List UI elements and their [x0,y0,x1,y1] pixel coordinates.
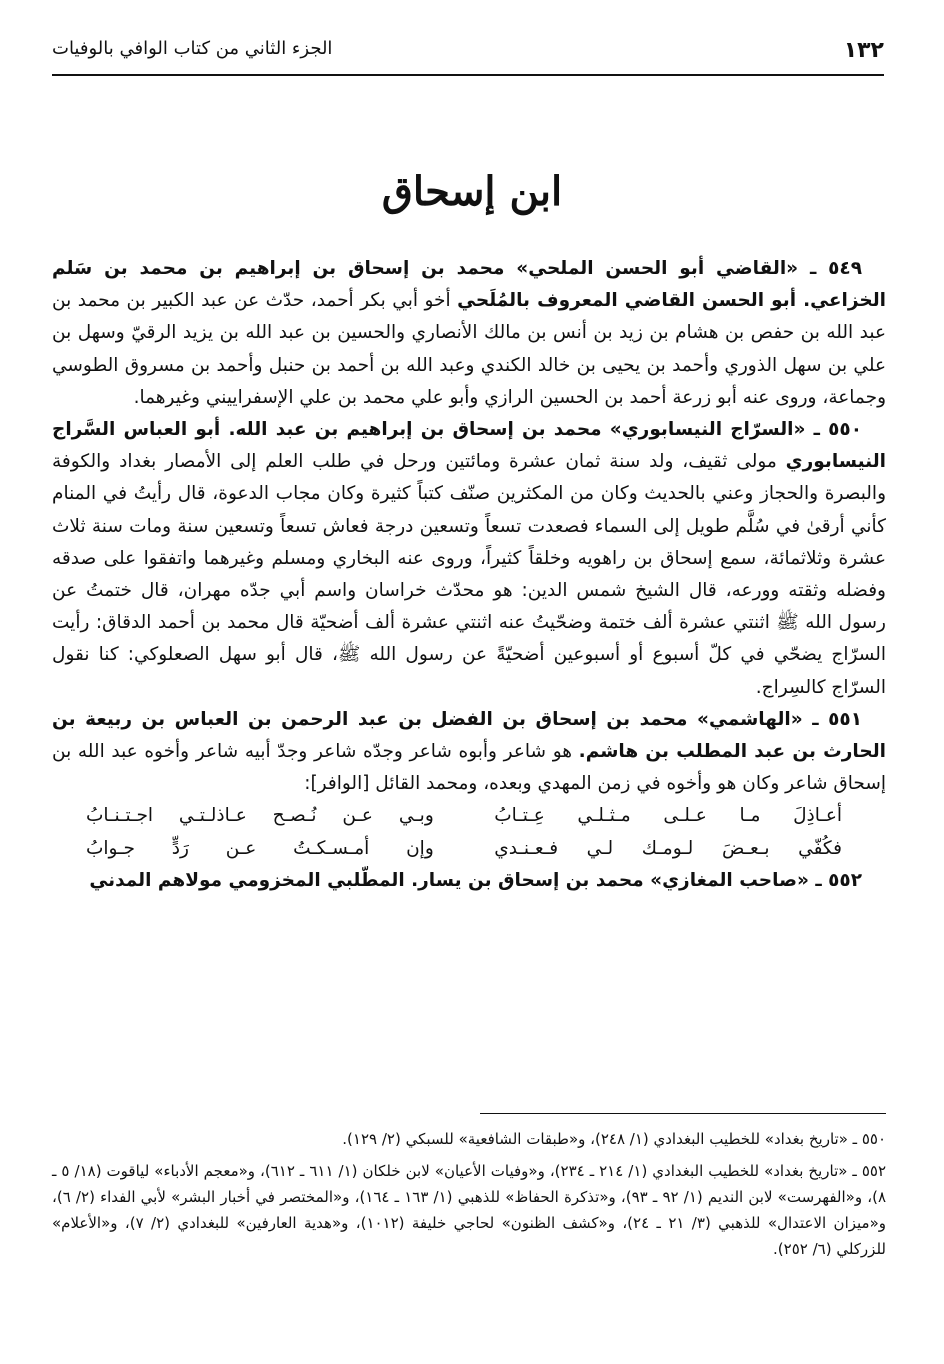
entry-549-body: أخو أبي بكر أحمد، حدّث عن عبد الكبير بن محمد بن عبد الله بن حفص بن هشام بن زيد بن أنس بن مالك الأنصاري والحسين بن عبد الله بن يزيد الرقيّ وسهل بن علي بن سهل الذوري وأحمد بن يحيى بن خالد الكندي وعبد الله بن أحمد بن حنبل وأحمد بن مسروق الطوسي وجماعة، وروى عنه أبو زرعة أحمد بن الحسين الرازي وأبو علي محمد بن علي الإسفراييني وغيرهما. [52,290,886,408]
chapter-title: ابن إسحاق [381,168,563,215]
poem-verse [52,833,886,865]
entry-552-head: ٥٥٢ ـ «صاحب المغازي» محمد بن إسحاق بن يسار. المطّلبي المخزومي مولاهم المدني [89,869,862,891]
footnote-divider [480,1113,886,1114]
entry-550-head: ٥٥٠ ـ «السرّاج النيسابوري» محمد بن إسحاق بن إبراهيم بن عبد الله. أبو العباس السَّراج النيسابوري [52,419,886,473]
entry-550 [52,414,886,704]
verse-second-hemistich: وإن أمـسـكـتُ عـن رَدٍّ جـوابُ [86,837,434,859]
footnotes [52,1126,886,1268]
entry-551-head: ٥٥١ ـ «الهاشمي» محمد بن إسحاق بن الفضل بن عبد الرحمن بن العباس بن ربيعة بن الحارث بن عبد المطلب بن هاشم. [52,708,886,763]
entry-549 [52,253,886,414]
entry-549-head: ٥٤٩ ـ «القاضي أبو الحسن الملحي» محمد بن إسحاق بن إبراهيم بن محمد بن سَلم الخزاعي. أبو الحسن القاضي المعروف بالمُلَحي [52,258,886,312]
entry-550-body: مولى ثقيف، ولد سنة ثمان عشرة ومائتين ورحل في طلب العلم إلى الأمصار بغداد والكوفة والبصرة والحجاز وعني بالحديث وكان من المكثرين صنّف كتباً كثيرة وكان مجاب الدعوة، قال رأيتُ في المنام كأني أرقىٰ في سُلَّم طويل إلى السماء فصعدت تسعاً وتسعين درجة فعاش تسعاً وتسعين سنة ومات سنة ثلاث عشرة وثلاثمائة، سمع إسحاق بن راهويه وخلقاً كثيراً، وروى عنه البخاري ومسلم وغيرهما واتفقوا على صدقه وفضله وثقته وورعه، قال الشيخ شمس الدين: هو محدّث خراسان واسم أبي جدّه مهران، قال ختمتُ عن رسول الله ﷺ اثنتي عشرة ألف ختمة وضحّيتُ عنه اثنتي عشرة ألف أضحيّة قال محمد بن أحمد الدقاق: رأيت السرّاج يضحّي في كلّ أسبوع أو أسبوعين أضحيّةً عن رسول الله ﷺ، قال أبو سهل الصعلوكي: كنا نقول السرّاج كالسِراج. [52,451,886,698]
entry-552 [52,865,886,897]
verse-second-hemistich: وبـي عـن نُـصـح عـاذلـتـي اجـتـنـابُ [86,805,434,827]
footnote-550: ٥٥٠ ـ «تاريخ بغداد» للخطيب البغدادي (١/ ٢٤٨)، و«طبقات الشافعية» للسبكي (٢/ ١٢٩). [342,1130,886,1148]
entry-551 [52,704,886,801]
running-title: الجزء الثاني من كتاب الوافي بالوفيات [52,38,333,59]
page-number: ١٣٢ [843,38,884,63]
verse-first-hemistich: فكُفّي بـعـضَ لـومـك لـي فـعـنـدي [494,837,842,859]
entry-551-body: هو شاعر وأبوه شاعر وجدّه شاعر وجدّ أبيه شاعر وأخوه عبد الله بن إسحاق شاعر وكان هو وأخوه في زمن المهدي وبعده، ومحمد القائل [الوافر]: [52,741,886,795]
footnote-552: ٥٥٢ ـ «تاريخ بغداد» للخطيب البغدادي (١/ ٢١٤ ـ ٢٣٤)، و«وفيات الأعيان» لابن خلكان (١/ ٦١١ ـ ٦١٢)، و«معجم الأدباء» لياقوت (١٨/ ٥ ـ ٨)، و«الفهرست» لابن النديم (١/ ٩٢ ـ ٩٣)، و«تذكرة الحفاظ» للذهبي (١/ ١٦٣ ـ ١٦٤)، و«المختصر في أخبار البشر» لأبي الفداء (٢/ ٦)، و«ميزان الاعتدال» للذهبي (٣/ ٢١ ـ ٢٤)، و«كشف الظنون» لحاجي خليفة (١٠١٢)، و«هدية العارفين» للبغدادي (٢/ ٧)، و«الأعلام» للزركلي (٦/ ٢٥٢). [52,1162,887,1258]
poem [52,800,886,864]
poem-verse [52,800,886,832]
page-header [52,38,884,76]
main-text [52,253,886,897]
verse-first-hemistich: أعـاذِلَ مـا عـلـى مـثـلـي عِـتـابُ [494,805,842,827]
